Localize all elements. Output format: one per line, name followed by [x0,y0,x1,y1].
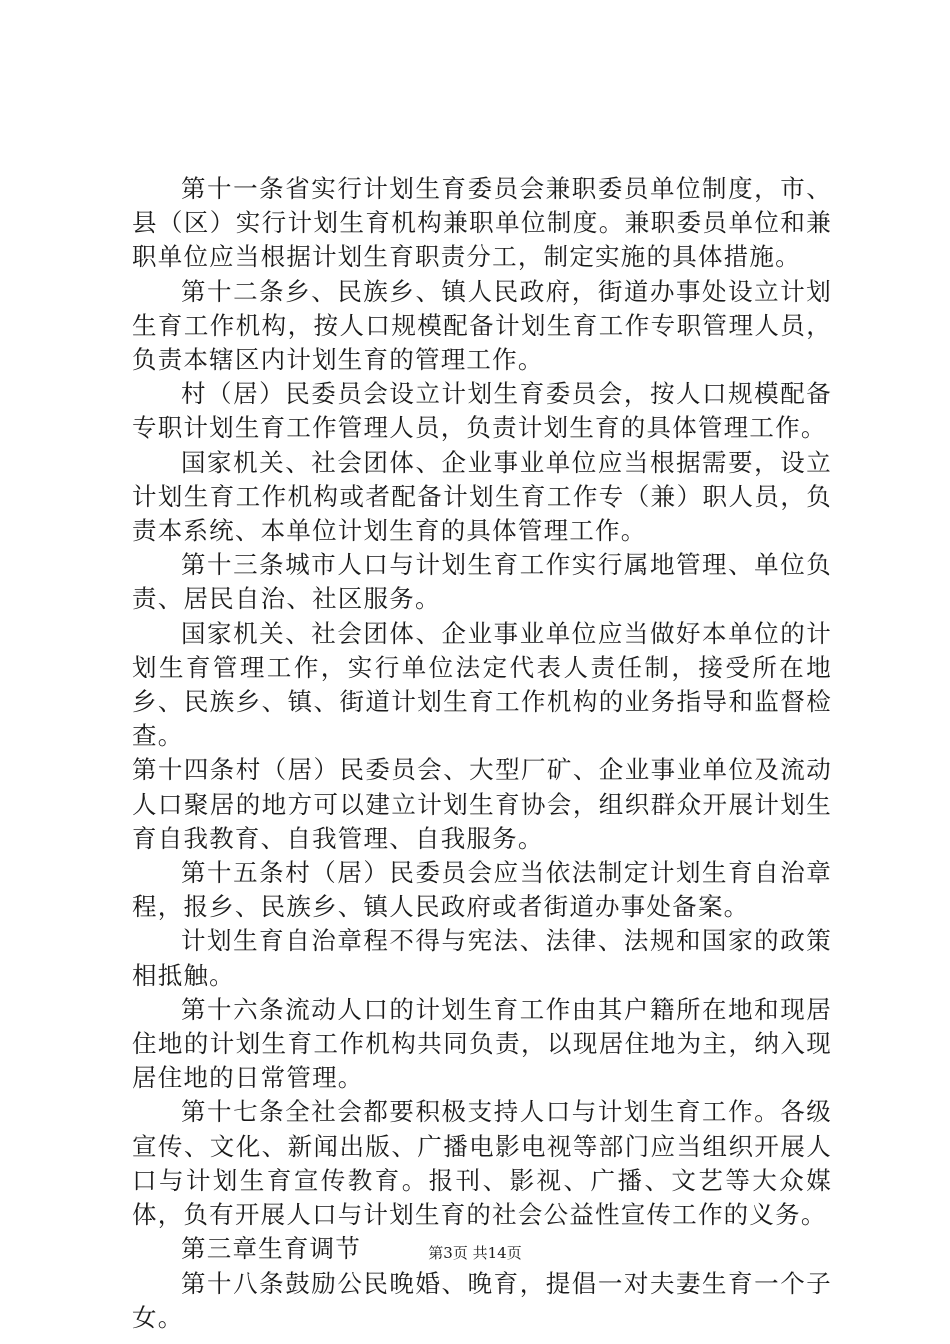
document-body [132,172,832,1335]
paragraph-autonomy-charter: 计划生育自治章程不得与宪法、法律、法规和国家的政策相抵触。 [132,926,832,990]
page-number-footer: 第3页 共14页 [428,1244,522,1262]
paragraph-article-13: 第十三条城市人口与计划生育工作实行属地管理、单位负责、居民自治、社区服务。 [132,550,832,614]
paragraph-state-organs: 国家机关、社会团体、企业事业单位应当根据需要，设立计划生育工作机构或者配备计划生育工作专（兼）职人员，负责本系统、本单位计划生育的具体管理工作。 [132,447,832,546]
paragraph-article-17: 第十七条全社会都要积极支持人口与计划生育工作。各级宣传、文化、新闻出版、广播电影电视等部门应当组织开展人口与计划生育宣传教育。报刊、影视、广播、文艺等大众媒体，负有开展人口与计划生育的社会公益性宣传工作的义务。 [132,1097,832,1230]
paragraph-article-14: 第十四条村（居）民委员会、大型厂矿、企业事业单位及流动人口聚居的地方可以建立计划生育协会，组织群众开展计划生育自我教育、自我管理、自我服务。 [132,755,832,853]
paragraph-article-11: 第十一条省实行计划生育委员会兼职委员单位制度，市、县（区）实行计划生育机构兼职单位制度。兼职委员单位和兼职单位应当根据计划生育职责分工，制定实施的具体措施。 [132,174,832,272]
paragraph-article-15: 第十五条村（居）民委员会应当依法制定计划生育自治章程，报乡、民族乡、镇人民政府或者街道办事处备案。 [132,858,832,922]
paragraph-article-12: 第十二条乡、民族乡、镇人民政府，街道办事处设立计划生育工作机构，按人口规模配备计划生育工作专职管理人员，负责本辖区内计划生育的管理工作。 [132,276,832,375]
chapter-heading: 第三章生育调节 [181,1234,362,1264]
paragraph-article-18: 第十八条鼓励公民晚婚、晚育，提倡一对夫妻生育一个子女。 [132,1268,832,1332]
paragraph-unit-responsibility: 国家机关、社会团体、企业事业单位应当做好本单位的计划生育管理工作，实行单位法定代表人责任制，接受所在地乡、民族乡、镇、街道计划生育工作机构的业务指导和监督检查。 [132,618,832,751]
paragraph-article-16: 第十六条流动人口的计划生育工作由其户籍所在地和现居住地的计划生育工作机构共同负责，以现居住地为主，纳入现居住地的日常管理。 [132,994,832,1093]
paragraph-village-committee: 村（居）民委员会设立计划生育委员会，按人口规模配备专职计划生育工作管理人员，负责计划生育的具体管理工作。 [132,379,832,443]
